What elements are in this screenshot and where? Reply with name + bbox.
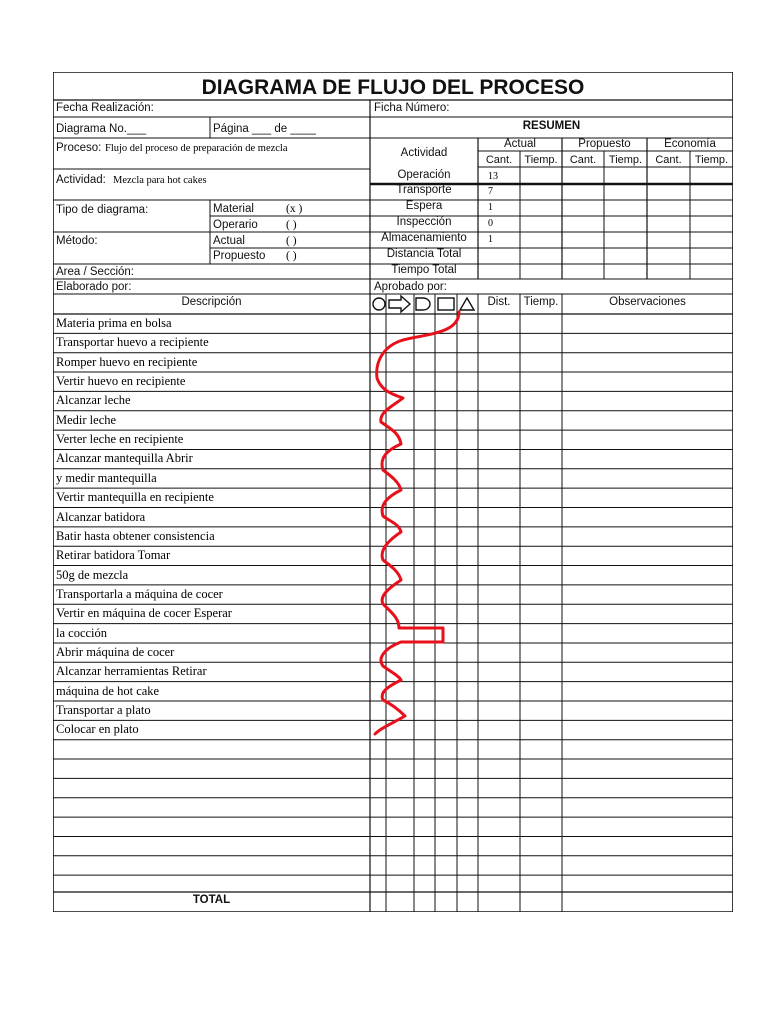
ficha-numero-label: Ficha Número: (374, 102, 450, 114)
table-row-description: Alcanzar mantequilla Abrir (56, 451, 193, 466)
table-row-description: Verter leche en recipiente (56, 432, 184, 447)
table-row-description: Abrir máquina de cocer (56, 644, 175, 659)
resumen-actividad-header: Actividad (400, 147, 448, 159)
resumen-group-header: Economía (664, 138, 716, 150)
tipo-option-operario-mark: ( ) (286, 219, 297, 231)
area-seccion-label: Area / Sección: (56, 266, 134, 278)
resumen-row-cant: 0 (488, 218, 493, 229)
resumen-row-cant: 1 (488, 202, 493, 213)
table-row-description: Materia prima en bolsa (56, 316, 172, 330)
tipo-diagrama-label: Tipo de diagrama: (56, 204, 149, 216)
resumen-group-header: Propuesto (578, 138, 631, 150)
resumen-row-label: Operación (397, 169, 451, 181)
table-row-description: Alcanzar batidora (56, 509, 146, 524)
table-row-description: Transportar a plato (56, 703, 151, 717)
table-row-description: Romper huevo en recipiente (56, 354, 198, 369)
resumen-row-label: Tiempo Total (391, 264, 457, 276)
aprobado-por-label: Aprobado por: (374, 281, 447, 293)
metodo-label: Método: (56, 235, 98, 247)
pagina-label: Página ___ de ____ (213, 123, 316, 135)
table-row-description: Transportarla a máquina de cocer (56, 586, 223, 601)
resumen-row-label: Distancia Total (386, 248, 462, 260)
diagrama-no-label: Diagrama No.___ (56, 123, 147, 135)
flow-path (375, 312, 459, 734)
resumen-group-header: Actual (504, 138, 536, 150)
resumen-row-label: Almacenamiento (381, 232, 467, 244)
resumen-row-label: Transporte (396, 184, 452, 196)
table-row-description: Vertir en máquina de cocer Esperar (56, 606, 232, 621)
resumen-subheader: Cant. (655, 154, 682, 166)
resumen-subheader: Tiemp. (608, 154, 643, 166)
table-row-description: Colocar en plato (56, 722, 139, 737)
table-row-description: 50g de mezcla (56, 567, 129, 582)
proceso-label: Proceso: (56, 142, 102, 154)
metodo-option-actual-mark: ( ) (286, 235, 297, 247)
proceso-value: Flujo del proceso de preparación de mezcla (105, 143, 288, 154)
table-row-description: Transportar huevo a recipiente (56, 335, 209, 350)
table-row-description: y medir mantequilla (56, 470, 157, 485)
resumen-row-cant: 1 (488, 234, 493, 245)
metodo-option-propuesto-mark: ( ) (286, 250, 297, 262)
resumen-subheader: Tiemp. (524, 154, 558, 166)
resumen-subheader: Cant. (485, 154, 513, 166)
resumen-row-label: Inspección (396, 216, 452, 228)
resumen-subheader: Tiemp. (694, 154, 729, 166)
table-row-description: Medir leche (56, 412, 117, 427)
resumen-row-cant: 7 (488, 186, 493, 197)
tipo-option-operario-label: Operario (213, 219, 258, 231)
table-row-description: Retirar batidora Tomar (56, 548, 171, 563)
table-row-description: la cocción (56, 625, 108, 640)
process-flow-sheet (53, 72, 733, 912)
resumen-subheader: Cant. (569, 154, 597, 166)
resumen-row-label: Espera (405, 200, 443, 212)
descripcion-header: Descripción (181, 296, 242, 308)
observaciones-header: Observaciones (609, 296, 686, 308)
table-row-description: Batir hasta obtener consistencia (56, 528, 215, 543)
table-row-description: Vertir huevo en recipiente (56, 374, 186, 389)
metodo-option-actual-label: Actual (213, 235, 245, 247)
table-row-description: máquina de hot cake (56, 683, 160, 698)
resumen-row-cant: 13 (488, 171, 498, 182)
page-title: DIAGRAMA DE FLUJO DEL PROCESO (201, 76, 585, 99)
actividad-value: Mezcla para hot cakes (113, 175, 207, 186)
tiemp-header: Tiemp. (523, 296, 559, 308)
table-row-description: Alcanzar herramientas Retirar (56, 664, 207, 679)
metodo-option-propuesto-label: Propuesto (213, 250, 266, 262)
tipo-option-material-label: Material (213, 203, 254, 215)
resumen-title: RESUMEN (522, 120, 581, 132)
elaborado-por-label: Elaborado por: (56, 281, 132, 293)
table-row-description: Alcanzar leche (56, 393, 131, 408)
dist-header: Dist. (487, 296, 511, 308)
total-label: TOTAL (192, 894, 231, 906)
fecha-realizacion-label: Fecha Realización: (56, 102, 154, 114)
tipo-option-material-mark: (x ) (286, 203, 303, 215)
actividad-label: Actividad: (56, 174, 106, 186)
table-row-description: Vertir mantequilla en recipiente (56, 490, 214, 505)
